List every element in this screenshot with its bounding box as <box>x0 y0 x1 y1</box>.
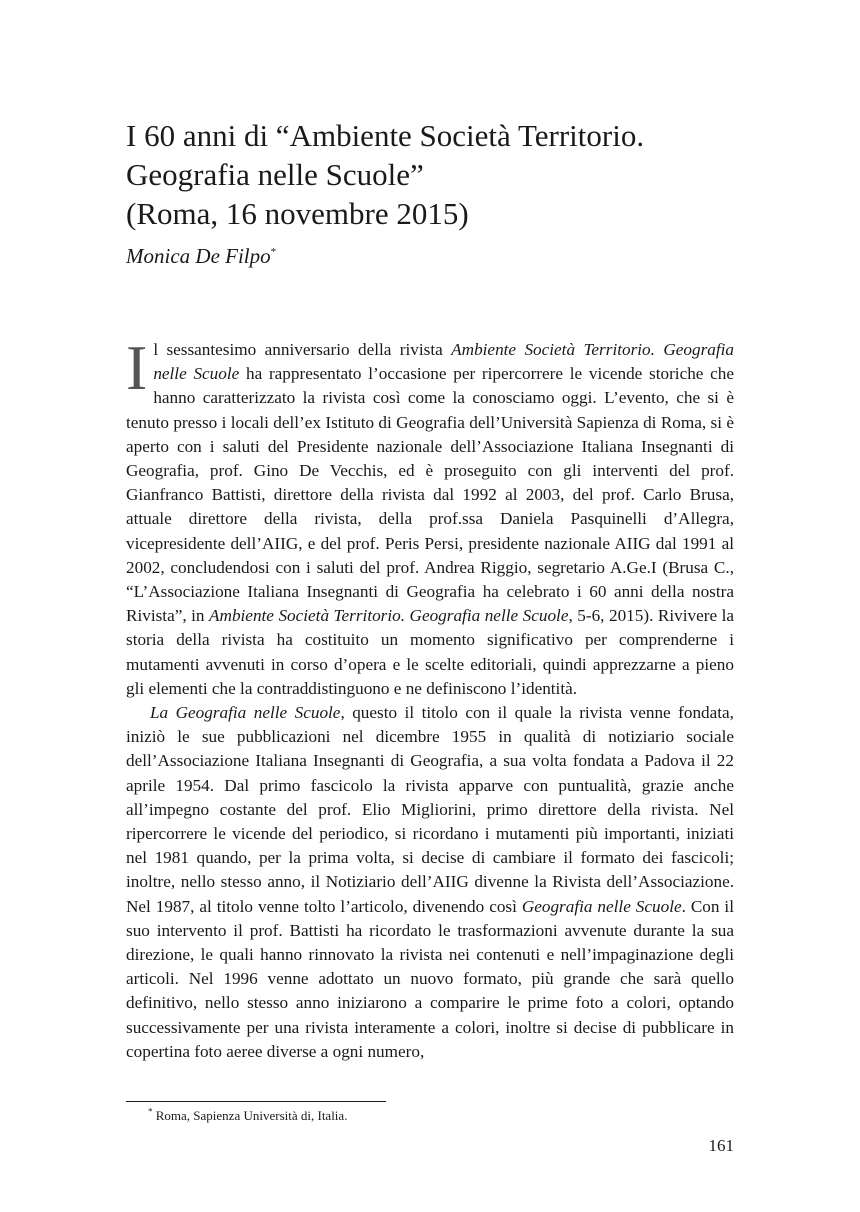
paragraph-1-text-b: ha rappresentato l’occasione per ripercorrere le vicende storiche che hanno caratterizzato la rivista così come la conosciamo oggi. L’evento, che si è tenuto presso i locali dell’ex Istituto di Geografia dell’Università Sapienza di Roma, si è aperto con i saluti del Presidente nazionale dell’Associazione Italiana Insegnanti di Geografia, prof. Gino De Vecchis, ed è proseguito con gli interventi del prof. Gianfranco Battisti, direttore della rivista dal 1992 al 2003, del prof. Carlo Brusa, attuale direttore della rivista, della prof.ssa Daniela Pasquinelli d’Allegra, vicepresidente dell’AIIG, e del prof. Peris Persi, presidente nazionale AIIG dal 1991 al 2002, concludendosi con i saluti del prof. Andrea Riggio, segretario A.Ge.I (Brusa C., “L’Associazione Italiana Insegnanti di Geografia ha celebrato i 60 anni della nostra Rivista”, in <box>126 364 735 626</box>
footnote-text: Roma, Sapienza Università di, Italia. <box>152 1108 348 1123</box>
journal-title-italic: Ambiente Società Territorio. Geografia nelle Scuole <box>209 606 569 626</box>
title-line-1: I 60 anni di “Ambiente Società Territorio. <box>126 118 645 153</box>
paragraph-1-text-a: l sessantesimo anniversario della rivista <box>153 340 452 359</box>
paragraph-2-text-a: , questo il titolo con il quale la rivista venne fondata, iniziò le sue pubblicazioni nel dicembre 1955 in qualità di notiziario sociale dell’Associazione Italiana Insegnanti di Geografia, a sua volta fondata a Padova il 22 aprile 1954. Dal primo fascicolo la rivista apparve con puntualità, grazie anche all’impegno costante del prof. Elio Migliorini, primo direttore della rivista. Nel ripercorrere le vicende del periodico, si ricordano i mutamenti più importanti, iniziati nel 1981 quando, per la prima volta, si decise di cambiare il formato dei fascicoli; inoltre, nello stesso anno, il Notiziario dell’AIIG divenne la Rivista dell’Associazione. Nel 1987, al titolo venne tolto l’articolo, divenendo così <box>126 703 734 916</box>
author-name: Monica De Filpo <box>126 244 271 268</box>
paragraph-1 <box>126 332 735 701</box>
title-line-2: Geografia nelle Scuole” <box>126 157 424 192</box>
page-number: 161 <box>708 1136 734 1155</box>
paragraph-1-text-c: , 5-6, 2015). Rivivere la storia della rivista ha costituito un momento significativo per comprenderne i mutamenti avvenuti in corso d’opera e le scelte editoriali, quindi apprezzarne a pieno gli elementi che la contraddistinguono e ne definiscono l’identità. <box>126 606 734 698</box>
original-title-italic: La Geografia nelle Scuole <box>150 703 341 723</box>
footnote-divider <box>126 1101 386 1102</box>
footnote <box>148 1108 347 1124</box>
footnote-marker: * <box>148 1106 153 1117</box>
author-footnote-marker: * <box>270 246 277 258</box>
drop-cap: I <box>126 332 148 403</box>
title-line-3: (Roma, 16 novembre 2015) <box>126 196 469 231</box>
article-title <box>126 116 766 233</box>
author-name-block <box>126 244 276 269</box>
article-body <box>126 332 735 1064</box>
journal-title-italic: Ambiente Società Territorio. Geografia nelle Scuole <box>153 340 734 384</box>
paragraph-2 <box>126 701 734 1064</box>
paragraph-2-text-b: . Con il suo intervento il prof. Battisti ha ricordato le trasformazioni avvenute durante la sua direzione, le quali hanno rinnovato la rivista nei contenuti e nell’impaginazione degli articoli. Nel 1996 venne adottato un nuovo formato, più grande che sarà quello definitivo, nello stesso anno iniziarono a comparire le prime foto a colori, optando successivamente per una rivista interamente a colori, inoltre si decise di pubblicare in copertina foto aeree diverse a ogni numero, <box>126 896 734 1061</box>
renamed-title-italic: Geografia nelle Scuole <box>521 896 682 916</box>
